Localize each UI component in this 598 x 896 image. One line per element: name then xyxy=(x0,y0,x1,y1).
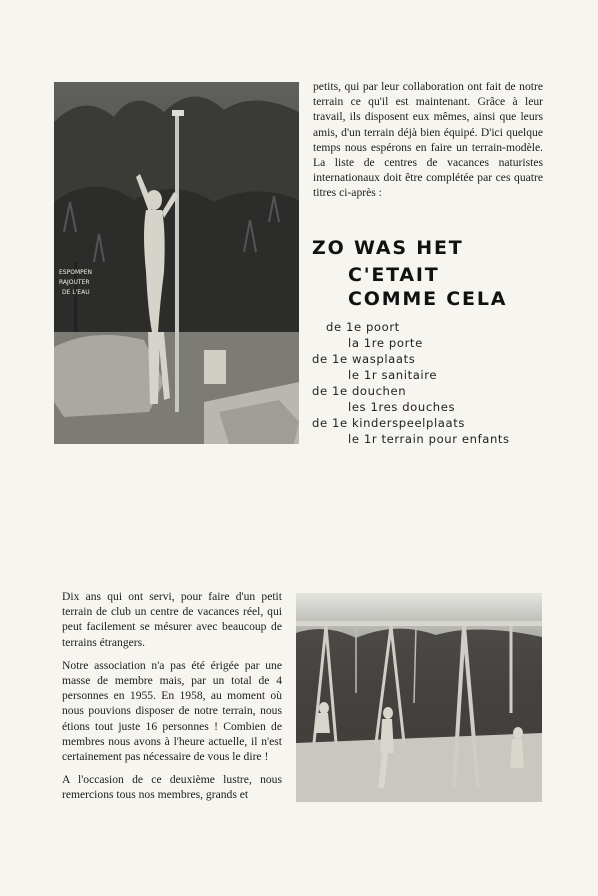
headline-line-3: COMME CELA xyxy=(348,288,508,310)
list-item-fr: la 1re porte xyxy=(348,336,423,350)
sign-line-3: DE L'EAU xyxy=(62,289,90,296)
sign-line-1: ESPOMPEN xyxy=(59,269,93,276)
history-paragraph: Notre association n'a pas été érigée par une masse de membre mais, par un total de 4 personnes en 1955. En 1958, au moment où nous pouvions disposer de notre terrain, nous étions tout juste 16 personnes ! Combien de membres nous avons à l'heure actuelle, il n'est certainement pas nécessaire de vous le dire ! xyxy=(62,658,282,764)
list-item-fr: le 1r terrain pour enfants xyxy=(348,432,510,446)
list-item-nl: de 1e douchen xyxy=(312,384,407,398)
playground-photo xyxy=(296,593,542,802)
list-item-nl: de 1e wasplaats xyxy=(312,352,416,366)
shower-photo xyxy=(54,82,299,444)
headline-line-2: C'ETAIT xyxy=(348,264,440,286)
list-item-fr: les 1res douches xyxy=(348,400,456,414)
list-item-nl: de 1e kinderspeelplaats xyxy=(312,416,465,430)
history-text xyxy=(62,589,282,803)
intro-text: petits, qui par leur collaboration ont fait de notre terrain ce qu'il est maintenant. Grâce à leur travail, ils disposent eux mêmes, ainsi que leurs amis, d'un terrain déjà bien équipé. D'ici quelque temps nous espérons en faire un terrain-modèle. La liste de centres de vacances naturistes internationaux doit être complétée par ces quatre titres ci-après : xyxy=(313,80,543,200)
history-paragraph: A l'occasion de ce deuxième lustre, nous remercions tous nos membres, grands et xyxy=(62,773,282,802)
headline-line-1: ZO WAS HET xyxy=(312,237,464,259)
list-item-fr: le 1r sanitaire xyxy=(348,368,438,382)
history-paragraph: Dix ans qui ont servi, pour faire d'un petit terrain de club un centre de vacances réel, qui peut facilement se mésurer avec beaucoup de terrains étrangers. xyxy=(62,590,282,649)
intro-paragraph xyxy=(313,79,543,201)
sign-line-2: RAJOUTER xyxy=(59,279,90,286)
list-item-nl: de 1e poort xyxy=(326,320,400,334)
